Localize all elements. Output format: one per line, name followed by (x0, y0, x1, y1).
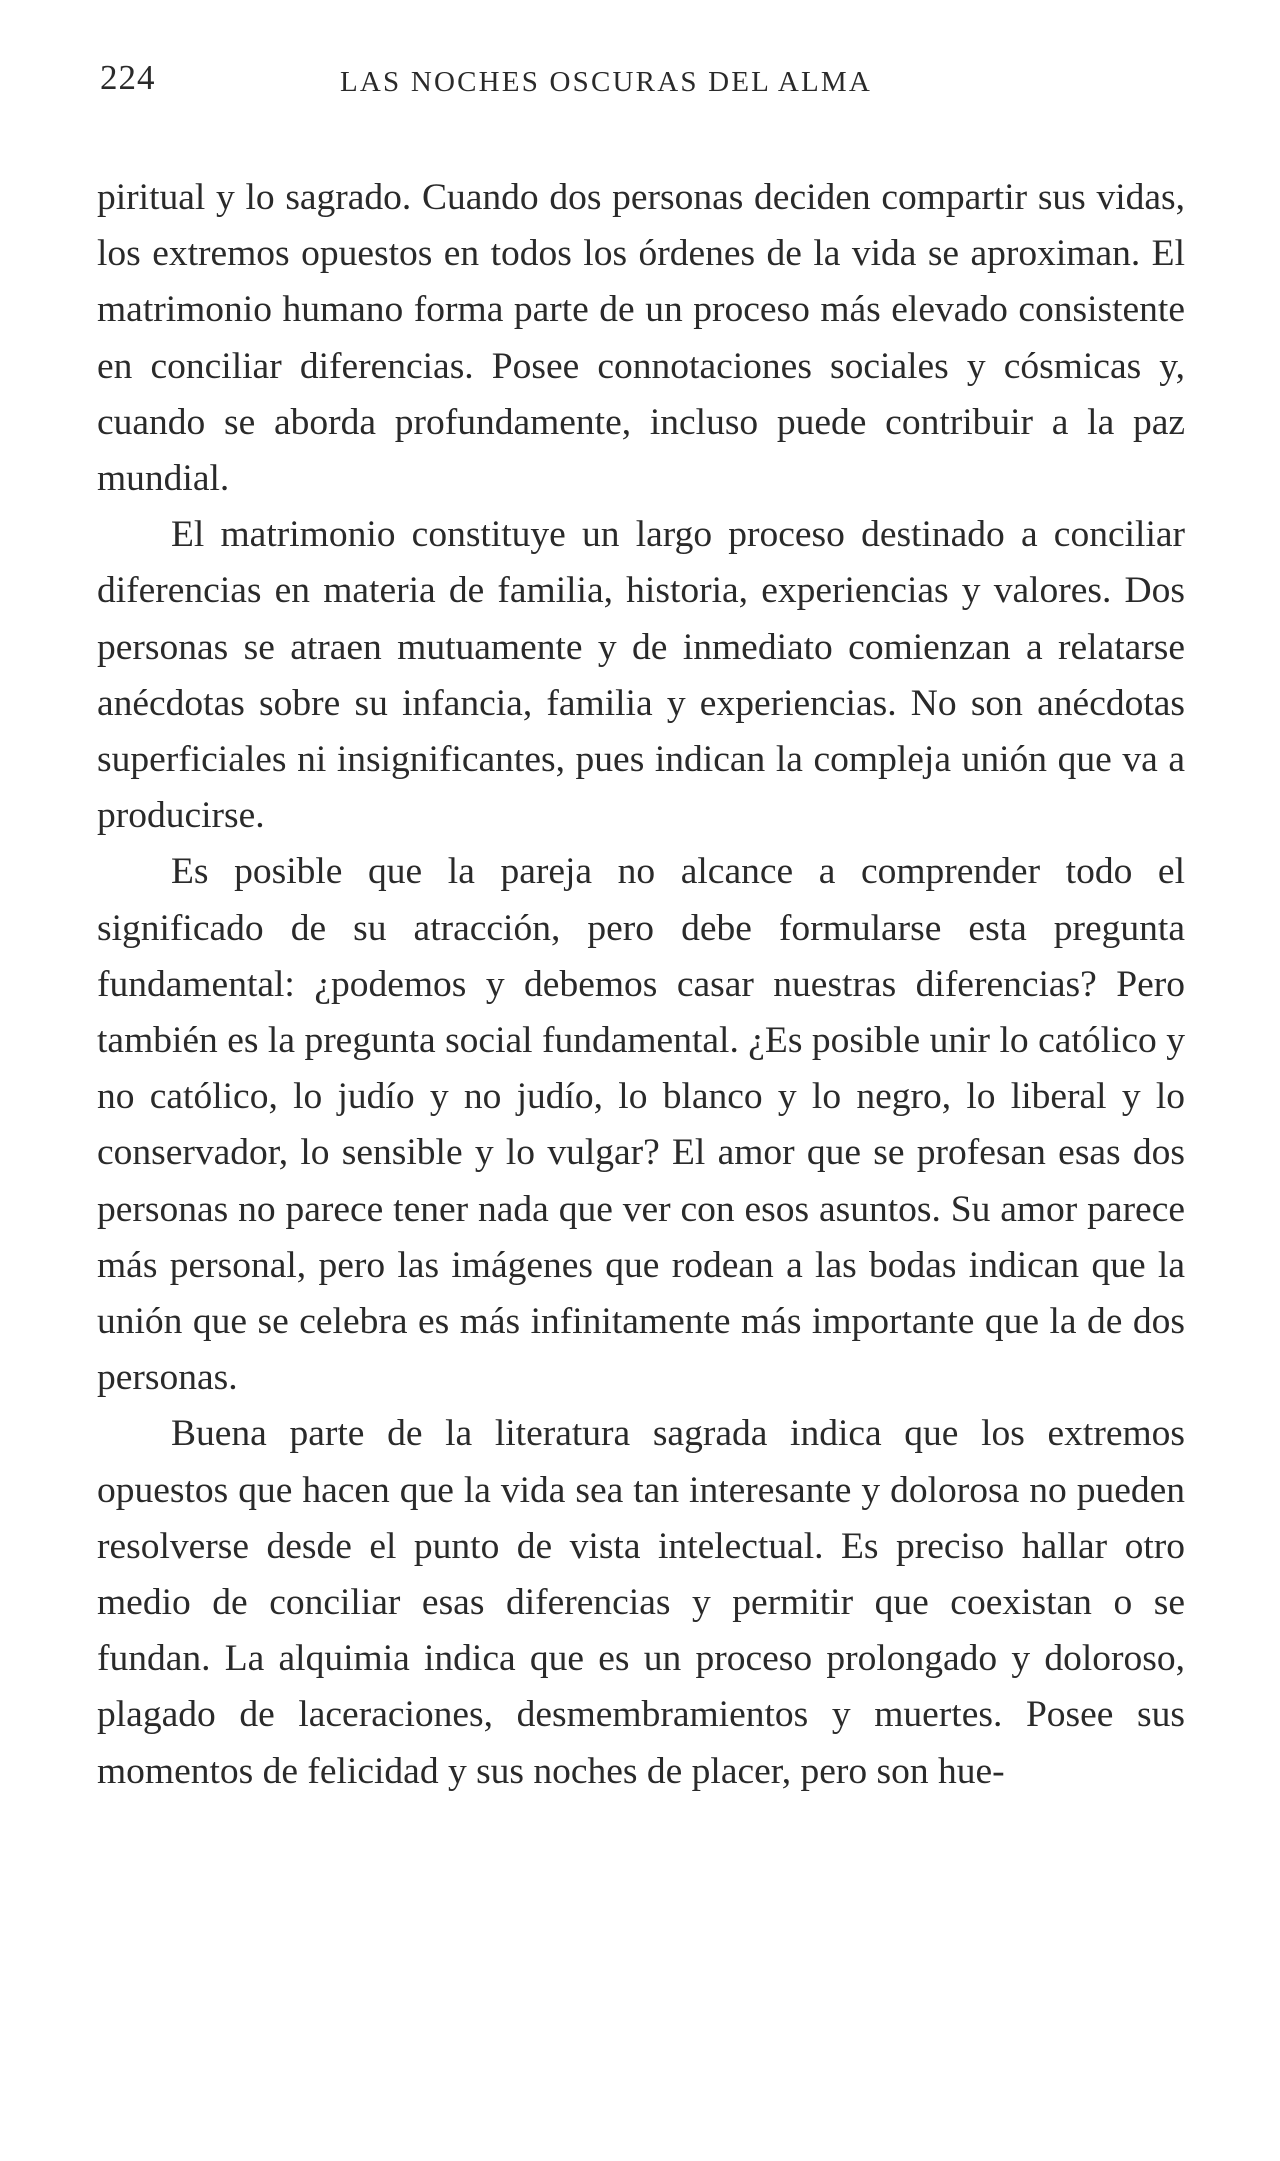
paragraph-2: El matrimonio constituye un largo proceso destinado a conciliar diferencias en materia de familia, historia, experiencias y valores. Dos personas se atraen mutuamente y de inmediato comienzan a relatarse anécdotas sobre su infancia, familia y experiencias. No son anécdotas superficiales ni insignificantes, pues indican la compleja unión que va a producirse. (97, 514, 1185, 837)
body-text (97, 170, 1185, 1800)
paragraph-4: Buena parte de la literatura sagrada indica que los extremos opuestos que hacen que la vida sea tan interesante y dolorosa no pueden resolverse desde el punto de vista intelectual. Es preciso hallar otro medio de conciliar esas diferencias y permitir que coexistan o se fundan. La alquimia indica que es un proceso prolongado y doloroso, plagado de laceraciones, desmembramientos y muertes. Posee sus momentos de felicidad y sus noches de placer, pero son hue- (97, 1413, 1185, 1792)
running-head (100, 58, 1180, 108)
running-title: LAS NOCHES OSCURAS DEL ALMA (340, 66, 873, 98)
paragraph-3: Es posible que la pareja no alcance a comprender todo el significado de su atracción, pero debe formularse esta pregunta fundamental: ¿podemos y debemos casar nuestras diferencias? Pero también es la pregunta social fundamental. ¿Es posible unir lo católico y no católico, lo judío y no judío, lo blanco y lo negro, lo liberal y lo conservador, lo sensible y lo vulgar? El amor que se profesan esas dos personas no parece tener nada que ver con esos asuntos. Su amor parece más personal, pero las imágenes que rodean a las bodas indican que la unión que se celebra es más infinitamente más importante que la de dos personas. (97, 851, 1185, 1399)
page-number: 224 (100, 58, 156, 97)
paragraph-1: piritual y lo sagrado. Cuando dos personas deciden compartir sus vidas, los extremos opuestos en todos los órdenes de la vida se aproximan. El matrimonio humano forma parte de un proceso más elevado consistente en conciliar diferencias. Posee connotaciones sociales y cósmicas y, cuando se aborda profundamente, incluso puede contribuir a la paz mundial. (97, 177, 1185, 500)
